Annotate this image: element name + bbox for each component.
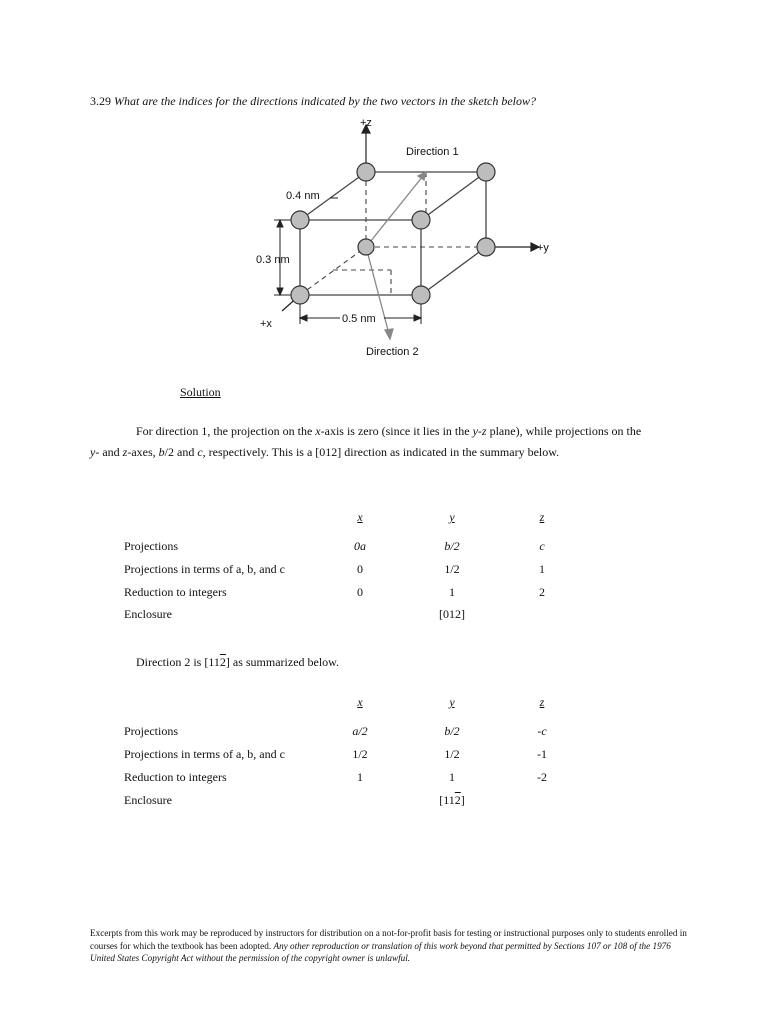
cell-z: 1 xyxy=(539,562,545,576)
var-z: z xyxy=(481,424,487,438)
atom xyxy=(291,286,309,304)
text-run: For direction 1, the projection on the xyxy=(136,424,316,438)
col-header-x: x xyxy=(357,695,363,709)
text-run: , respectively. This is a [012] direction as indicated in the summary below. xyxy=(202,445,560,459)
col-header-z: z xyxy=(539,695,545,709)
row-label: Projections in terms of a, b, and c xyxy=(124,562,285,576)
row-label: Projections in terms of a, b, and c xyxy=(124,747,285,761)
atom xyxy=(357,163,375,181)
text-run: - and xyxy=(95,445,123,459)
col-header-y: y xyxy=(449,695,455,709)
paragraph-line xyxy=(90,445,559,460)
cell-y: 1 xyxy=(449,585,455,599)
cell-x: 1 xyxy=(357,770,363,784)
var-z: z xyxy=(122,445,128,459)
atom xyxy=(291,211,309,229)
var-c: c xyxy=(197,445,203,459)
atom xyxy=(358,239,374,255)
cell-y: 1/2 xyxy=(444,562,460,576)
edge xyxy=(421,172,486,220)
cell-enclosure: [012] xyxy=(439,607,465,621)
footer-italic-text: Any other reproduction or translation of this work beyond that permitted by Sections 107 or 108 of the 1976 United States Copyright Act without the permission of the copyright owner is unlawful. xyxy=(90,940,671,964)
cell-x: 1/2 xyxy=(352,747,368,761)
row-label: Projections xyxy=(124,539,178,553)
text-run: -axis is zero (since it lies in the xyxy=(320,424,473,438)
cell-z: -c xyxy=(537,724,547,738)
cell-z: c xyxy=(539,539,545,553)
direction1-vector xyxy=(366,176,423,247)
direction2-intro xyxy=(136,655,339,670)
text-run: ] as summarized below. xyxy=(225,655,340,669)
cell-z: -1 xyxy=(537,747,547,761)
direction1-arrow-icon xyxy=(418,172,426,180)
dim-arrow-icon xyxy=(414,315,421,321)
dim-x-label: 0.4 nm xyxy=(286,190,320,202)
var-y: y xyxy=(90,445,96,459)
question-text xyxy=(90,94,536,109)
atom xyxy=(412,211,430,229)
axis-z-label: +z xyxy=(360,117,372,129)
var-b: b xyxy=(158,445,165,459)
hidden-edge xyxy=(300,247,366,295)
var-x: x xyxy=(315,424,321,438)
unit-cell-figure xyxy=(250,114,550,364)
direction2-arrow-icon xyxy=(385,329,393,339)
cell-x: 0 xyxy=(357,585,363,599)
overbar-digit: 2 xyxy=(219,655,226,669)
row-label: Projections xyxy=(124,724,178,738)
copyright-footer xyxy=(90,927,690,965)
question-body: What are the indices for the directions indicated by the two vectors in the sketch below? xyxy=(114,94,537,108)
cell-enclosure xyxy=(422,793,482,808)
text-run: plane), while projections on the xyxy=(486,424,642,438)
solution-heading: Solution xyxy=(180,385,221,399)
text-run: /2 and xyxy=(164,445,198,459)
var-y: y xyxy=(472,424,478,438)
cell-x: a/2 xyxy=(352,724,368,738)
direction2-label: Direction 2 xyxy=(366,346,419,358)
cell-y: b/2 xyxy=(444,539,460,553)
col-header-x: x xyxy=(357,510,363,524)
overbar-digit: 2 xyxy=(454,793,461,807)
axis-y-label: +y xyxy=(537,242,549,254)
dim-arrow-icon xyxy=(277,220,283,227)
atom xyxy=(477,238,495,256)
dim-arrow-icon xyxy=(300,315,307,321)
cell-z: 2 xyxy=(539,585,545,599)
cell-x: 0 xyxy=(357,562,363,576)
cell-z: -2 xyxy=(537,770,547,784)
row-label: Enclosure xyxy=(124,793,172,807)
row-label: Reduction to integers xyxy=(124,585,227,599)
row-label: Reduction to integers xyxy=(124,770,227,784)
cell-y: 1 xyxy=(449,770,455,784)
text-run: - xyxy=(477,424,482,438)
dim-z-label: 0.3 nm xyxy=(256,254,290,266)
cell-y: b/2 xyxy=(444,724,460,738)
cell-y: 1/2 xyxy=(444,747,460,761)
paragraph-line xyxy=(136,424,641,439)
footer-text: Excerpts from this work may be reproduced by instructors for distribution on a not-for-profit basis for testing or instructional purposes only to students enrolled in courses for which the textbook has been adopted. xyxy=(90,928,687,951)
atom xyxy=(412,286,430,304)
direction1-label: Direction 1 xyxy=(406,146,459,158)
atom xyxy=(477,163,495,181)
text-run: [11 xyxy=(439,793,455,807)
dim-arrow-icon xyxy=(277,288,283,295)
cell-x: 0a xyxy=(354,539,366,553)
text-run: Direction 2 is [11 xyxy=(136,655,220,669)
question-number: 3.29 xyxy=(90,94,111,108)
text-run: ] xyxy=(460,793,465,807)
edge xyxy=(421,247,486,295)
dim-y-label: 0.5 nm xyxy=(342,313,376,325)
text-run: -axes, xyxy=(127,445,159,459)
col-header-y: y xyxy=(449,510,455,524)
axis-x-label: +x xyxy=(260,318,272,330)
col-header-z: z xyxy=(539,510,545,524)
row-label: Enclosure xyxy=(124,607,172,621)
